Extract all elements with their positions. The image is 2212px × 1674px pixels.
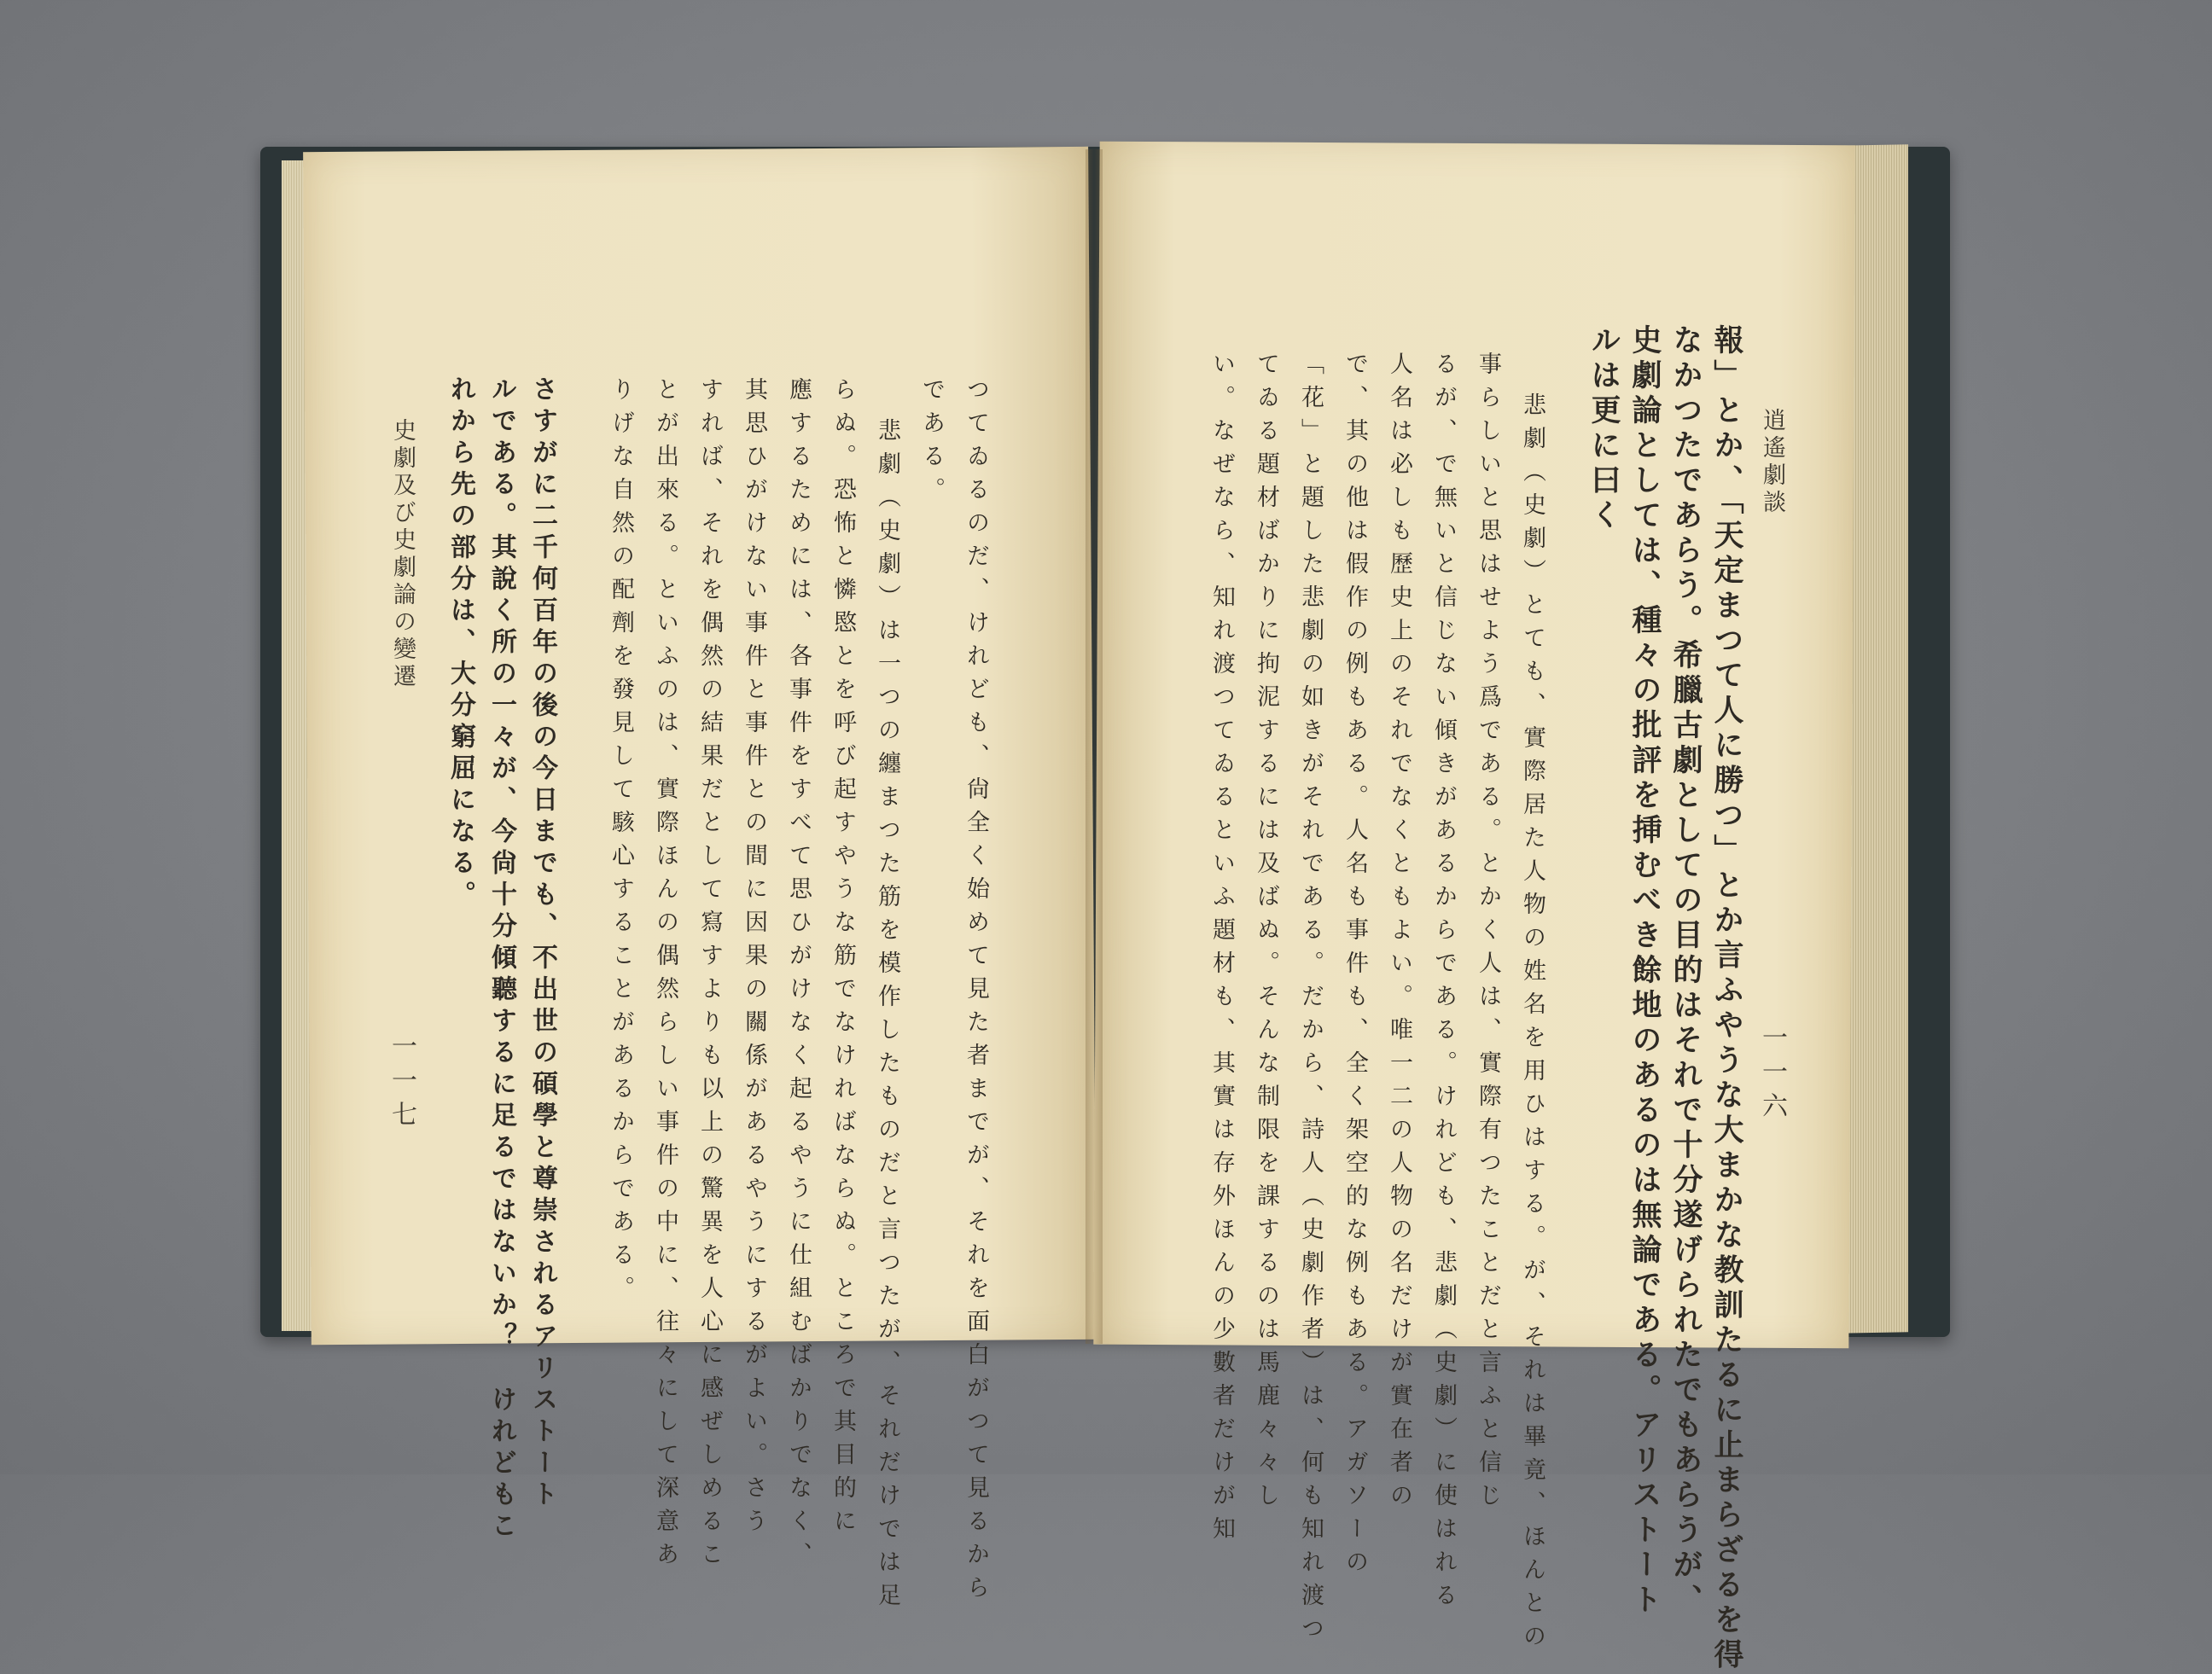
text-column: 史劇論としては、種々の批評を挿むべき餘地のあるのは無論である。アリストート [1627,324,1662,1619]
text-column: りげな自然の配劑を發見して駭心することがあるからである。 [608,377,634,1309]
text-column: 悲劇（史劇）とても、實際居た人物の姓名を用ひはする。が、それは畢竟、ほんとの [1519,392,1545,1657]
text-column: とが出來る。といふのは、實際ほんの偶然らしい事件の中に、往々にして深意あ [652,377,678,1575]
text-column: 人名は必しも歷史上のそれでなくともよい。唯一二の人物の名だけが實在者の [1386,352,1412,1516]
running-title: 史劇及び史劇論の變遷 [389,418,416,691]
text-column: つてゐるのだ、けれども、尙全く始めて見た者までが、それを面白がつて見るから [963,377,989,1608]
book-gutter [1086,149,1103,1344]
text-column: ルである。其說く所の一々が、今尙十分傾聽するに足るではないか？ けれどもこ [486,375,516,1543]
page-number: 一一六 [1757,1024,1787,1126]
text-column: である。 [918,377,945,510]
text-column: で、其の他は假作の例もある。人名も事件も、全く架空的な例もある。アガソーの [1342,352,1368,1583]
text-column: 其思ひがけない事件と事件との間に因果の關係があるやうにするがよい。さう [741,377,767,1542]
page-number: 一一七 [387,1032,416,1135]
text-column: 報」とか、「天定まつて人に勝つ」とか言ふやうな大まかな教訓たるに止まらざるを得 [1709,324,1744,1674]
text-column: れから先の部分は、大分窮屈になる。 [445,375,475,912]
text-column: 應するためには、各事件をすべて思ひがけなく起るやうに仕組むばかりでなく、 [785,377,812,1575]
text-column: すれば、それを偶然の結果だとして寫すよりも以上の驚異を人心に感ぜしめるこ [696,377,723,1575]
text-column: 悲劇（史劇）は一つの纏まつた筋を模作したものだと言つたが、それだけでは足 [874,418,900,1616]
text-column: さすがに二千何百年の後の今日までも、不出世の碩學と尊崇されるアリストート [527,375,557,1512]
text-column: るが、で無いと信じない傾きがあるからである。けれども、悲劇（史劇）に使はれる [1430,352,1457,1616]
text-column: い。なぜなら、知れ渡つてゐるといふ題材も、其實は存外ほんの少數者だけが知 [1208,352,1235,1549]
text-column: ルは更に曰く [1586,324,1621,534]
text-column: てゐる題材ばかりに拘泥するには及ばぬ。そんな制限を課するのは馬鹿々々し [1253,352,1279,1516]
text-column: 事らしいと思はせよう爲である。とかく人は、實際有つたことだと言ふと信じ [1475,352,1501,1516]
text-column: なかつたであらう。希臘古劇としての目的はそれで十分遂げられたでもあらうが、 [1668,324,1703,1619]
text-column: 「花」と題した悲劇の如きがそれである。だから、詩人（史劇作者）は、何も知れ渡つ [1297,352,1324,1649]
text-column: らぬ。恐怖と憐愍とを呼び起すやうな筋でなければならぬ。ところで其目的に [830,377,856,1542]
running-title: 逍遙劇談 [1759,408,1785,517]
